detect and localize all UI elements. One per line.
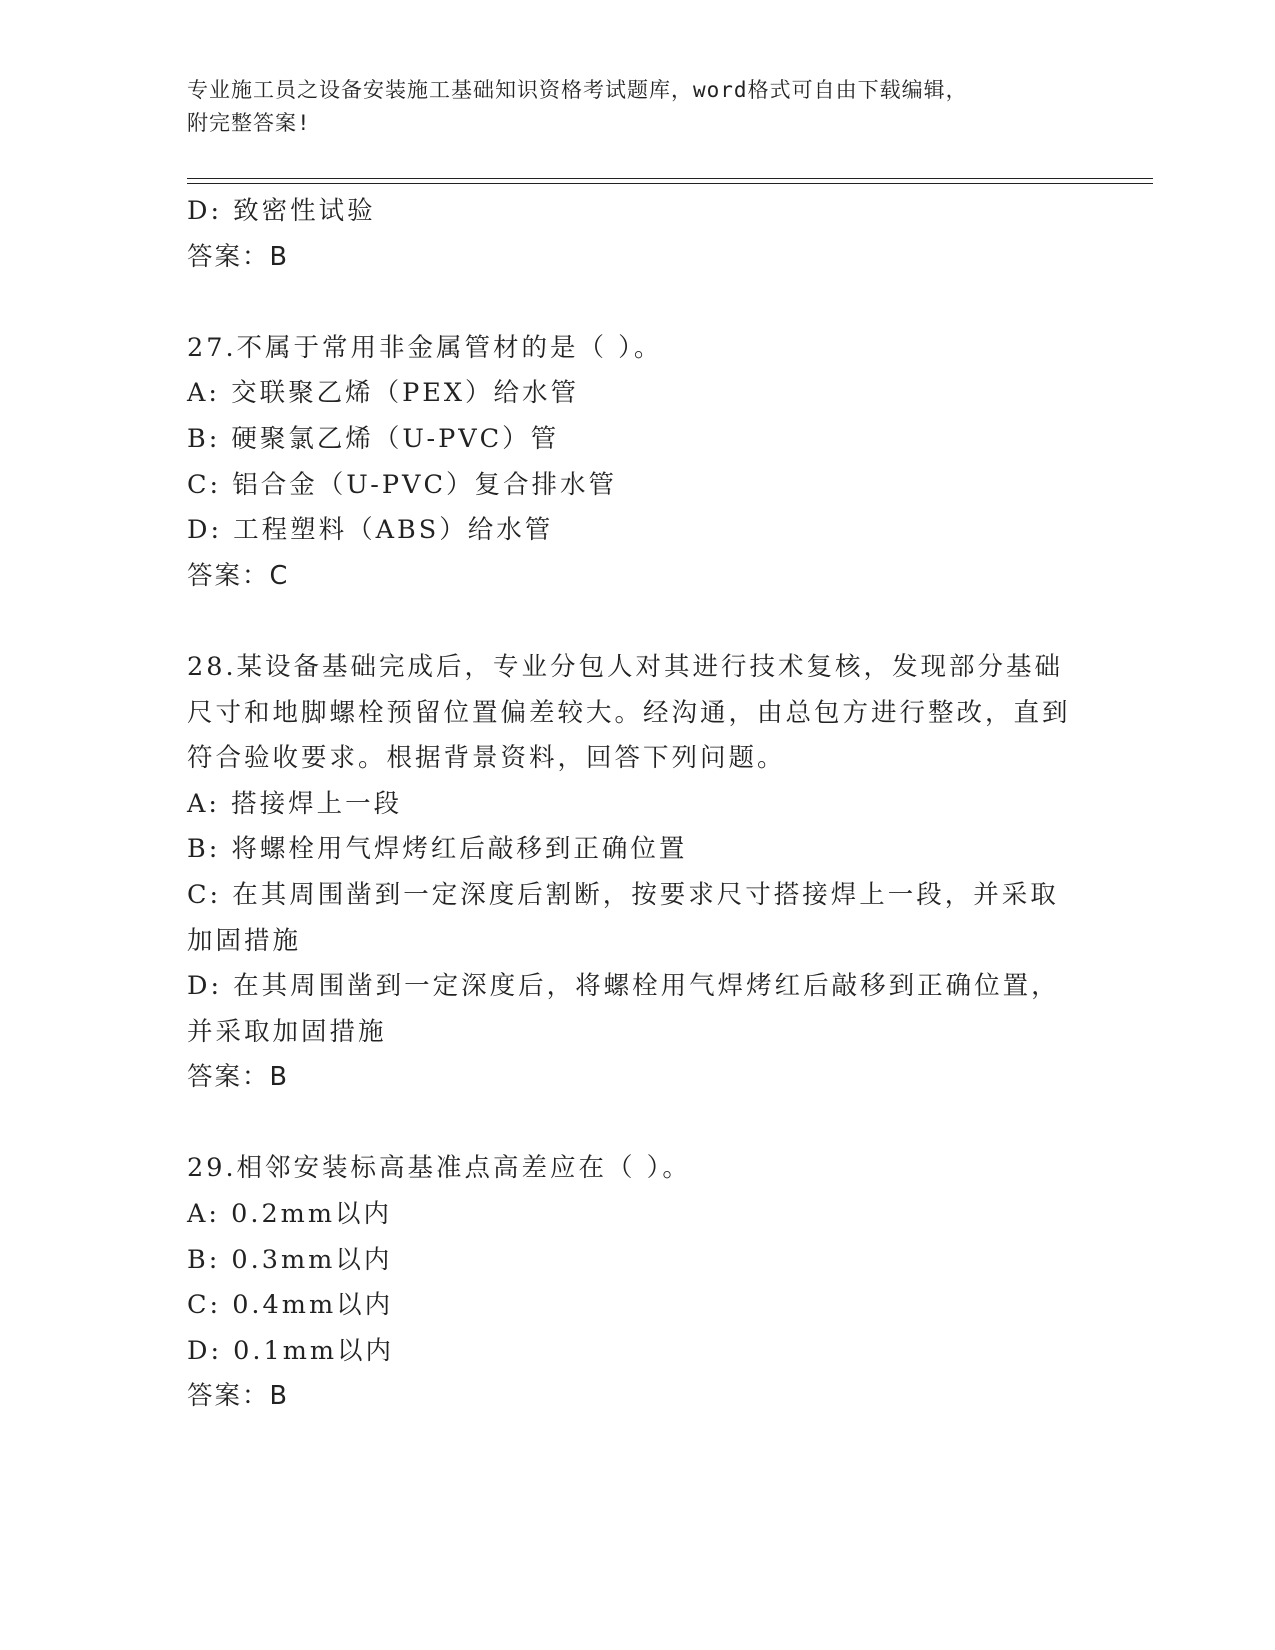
header-line-2: 附完整答案! xyxy=(187,111,311,135)
question-26-tail xyxy=(187,189,1087,280)
answer-text: 答案：C xyxy=(187,560,290,591)
question-text: 27.不属于常用非金属管材的是（ ）。 xyxy=(187,332,663,363)
option-c: C: 在其周围凿到一定深度后割断，按要求尺寸搭接焊上一段，并采取加固措施 xyxy=(187,879,1059,956)
spacer xyxy=(187,599,1087,645)
option-d: D: 0.1mm以内 xyxy=(187,1335,395,1366)
option-b: B: 将螺栓用气焊烤红后敲移到正确位置 xyxy=(187,834,688,865)
answer-text: 答案：B xyxy=(187,1381,289,1412)
answer-text: 答案：B xyxy=(187,1062,289,1093)
option-d: D: 致密性试验 xyxy=(187,196,376,226)
option-c: C: 0.4mm以内 xyxy=(187,1290,394,1321)
option-c: C: 铝合金（U-PVC）复合排水管 xyxy=(187,469,617,500)
question-list xyxy=(187,189,1087,1420)
question-28 xyxy=(187,645,1087,1101)
page-header xyxy=(187,74,1067,140)
answer-text: 答案：B xyxy=(187,241,289,272)
option-b: B: 硬聚氯乙烯（U-PVC）管 xyxy=(187,423,560,454)
option-d: D: 在其周围凿到一定深度后，将螺栓用气焊烤红后敲移到正确位置，并采取加固措施 xyxy=(187,971,1060,1047)
spacer xyxy=(187,1101,1087,1147)
option-a: A: 交联聚乙烯（PEX）给水管 xyxy=(187,378,580,409)
option-d: D: 工程塑料（ABS）给水管 xyxy=(187,515,554,546)
question-text: 29.相邻安装标高基准点高差应在（ ）。 xyxy=(187,1153,691,1184)
header-divider-bottom xyxy=(187,183,1153,184)
question-text: 28.某设备基础完成后，专业分包人对其进行技术复核，发现部分基础尺寸和地脚螺栓预留位置偏差较大。经沟通，由总包方进行整改，直到符合验收要求。根据背景资料，回答下列问题。 xyxy=(187,651,1071,774)
option-a: A: 0.2mm以内 xyxy=(187,1199,393,1230)
option-a: A: 搭接焊上一段 xyxy=(187,788,403,819)
header-divider-top xyxy=(187,178,1153,179)
question-29 xyxy=(187,1146,1087,1420)
option-b: B: 0.3mm以内 xyxy=(187,1244,393,1275)
header-line-1: 专业施工员之设备安装施工基础知识资格考试题库，word格式可自由下载编辑， xyxy=(187,78,968,102)
question-27 xyxy=(187,326,1087,600)
spacer xyxy=(187,280,1087,326)
